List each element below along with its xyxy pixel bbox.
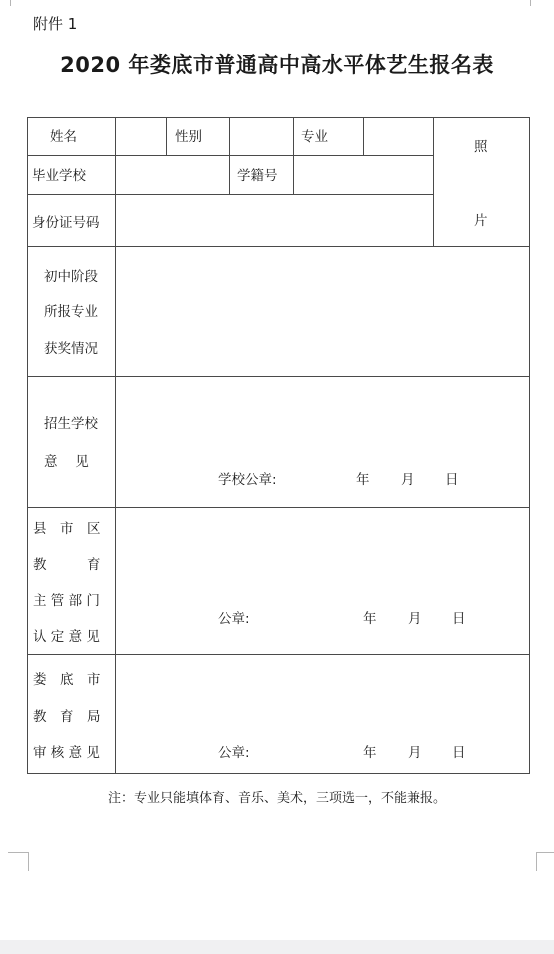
city-label-line: 娄 底 市 (33, 672, 101, 688)
city-label-line: 教 育 局 (33, 709, 101, 725)
county-year: 年 (363, 611, 377, 627)
county-label-line: 教 育 (33, 557, 101, 573)
page-bottom-bar (0, 940, 554, 954)
county-label-line: 主 管 部 门 (33, 593, 100, 609)
grid-line (28, 194, 434, 195)
admission-month: 月 (401, 472, 415, 488)
county-day: 日 (452, 611, 466, 627)
grid-line (229, 118, 230, 194)
admission-label-line: 招生学校 (44, 416, 98, 432)
city-year: 年 (363, 745, 377, 761)
county-label-line: 认 定 意 见 (33, 629, 100, 645)
admission-label-line: 意 见 (44, 454, 89, 470)
grid-line (28, 654, 529, 655)
grid-line (115, 118, 116, 773)
page-corner-mark (520, 0, 531, 6)
page-corner-mark (8, 852, 29, 871)
awards-label-line: 获奖情况 (44, 341, 98, 357)
city-month: 月 (408, 745, 422, 761)
grid-line (293, 118, 294, 194)
county-seal-label: 公章: (218, 611, 250, 627)
grid-line (28, 246, 529, 247)
id-card-label: 身份证号码 (32, 215, 100, 231)
admission-year: 年 (356, 472, 370, 488)
photo-label-top: 照 (474, 139, 488, 155)
awards-label-line: 所报专业 (44, 304, 98, 320)
admission-seal-label: 学校公章: (218, 472, 277, 488)
grid-line (433, 118, 434, 246)
footnote: 注：专业只能填体育、音乐、美术，三项选一，不能兼报。 (107, 791, 446, 806)
attachment-label: 附件 1 (33, 15, 78, 33)
city-seal-label: 公章: (218, 745, 250, 761)
page-corner-mark (0, 0, 11, 6)
school-label: 毕业学校 (32, 168, 86, 184)
city-label-line: 审 核 意 见 (33, 745, 100, 761)
city-day: 日 (452, 745, 466, 761)
name-label: 姓名 (50, 129, 77, 145)
photo-label-bottom: 片 (474, 213, 488, 229)
grid-line (363, 118, 364, 155)
county-month: 月 (408, 611, 422, 627)
grid-line (28, 507, 529, 508)
admission-day: 日 (445, 472, 459, 488)
grid-line (166, 118, 167, 155)
page-corner-mark (536, 852, 554, 871)
county-label-line: 县 市 区 (33, 521, 101, 537)
awards-label-line: 初中阶段 (44, 269, 98, 285)
grid-line (28, 376, 529, 377)
major-label: 专业 (301, 129, 328, 145)
page-title: 2020 年娄底市普通高中高水平体艺生报名表 (60, 53, 494, 77)
registration-form-table (27, 117, 530, 774)
grid-line (28, 155, 434, 156)
student-id-label: 学籍号 (237, 168, 278, 184)
gender-label: 性别 (175, 129, 202, 145)
